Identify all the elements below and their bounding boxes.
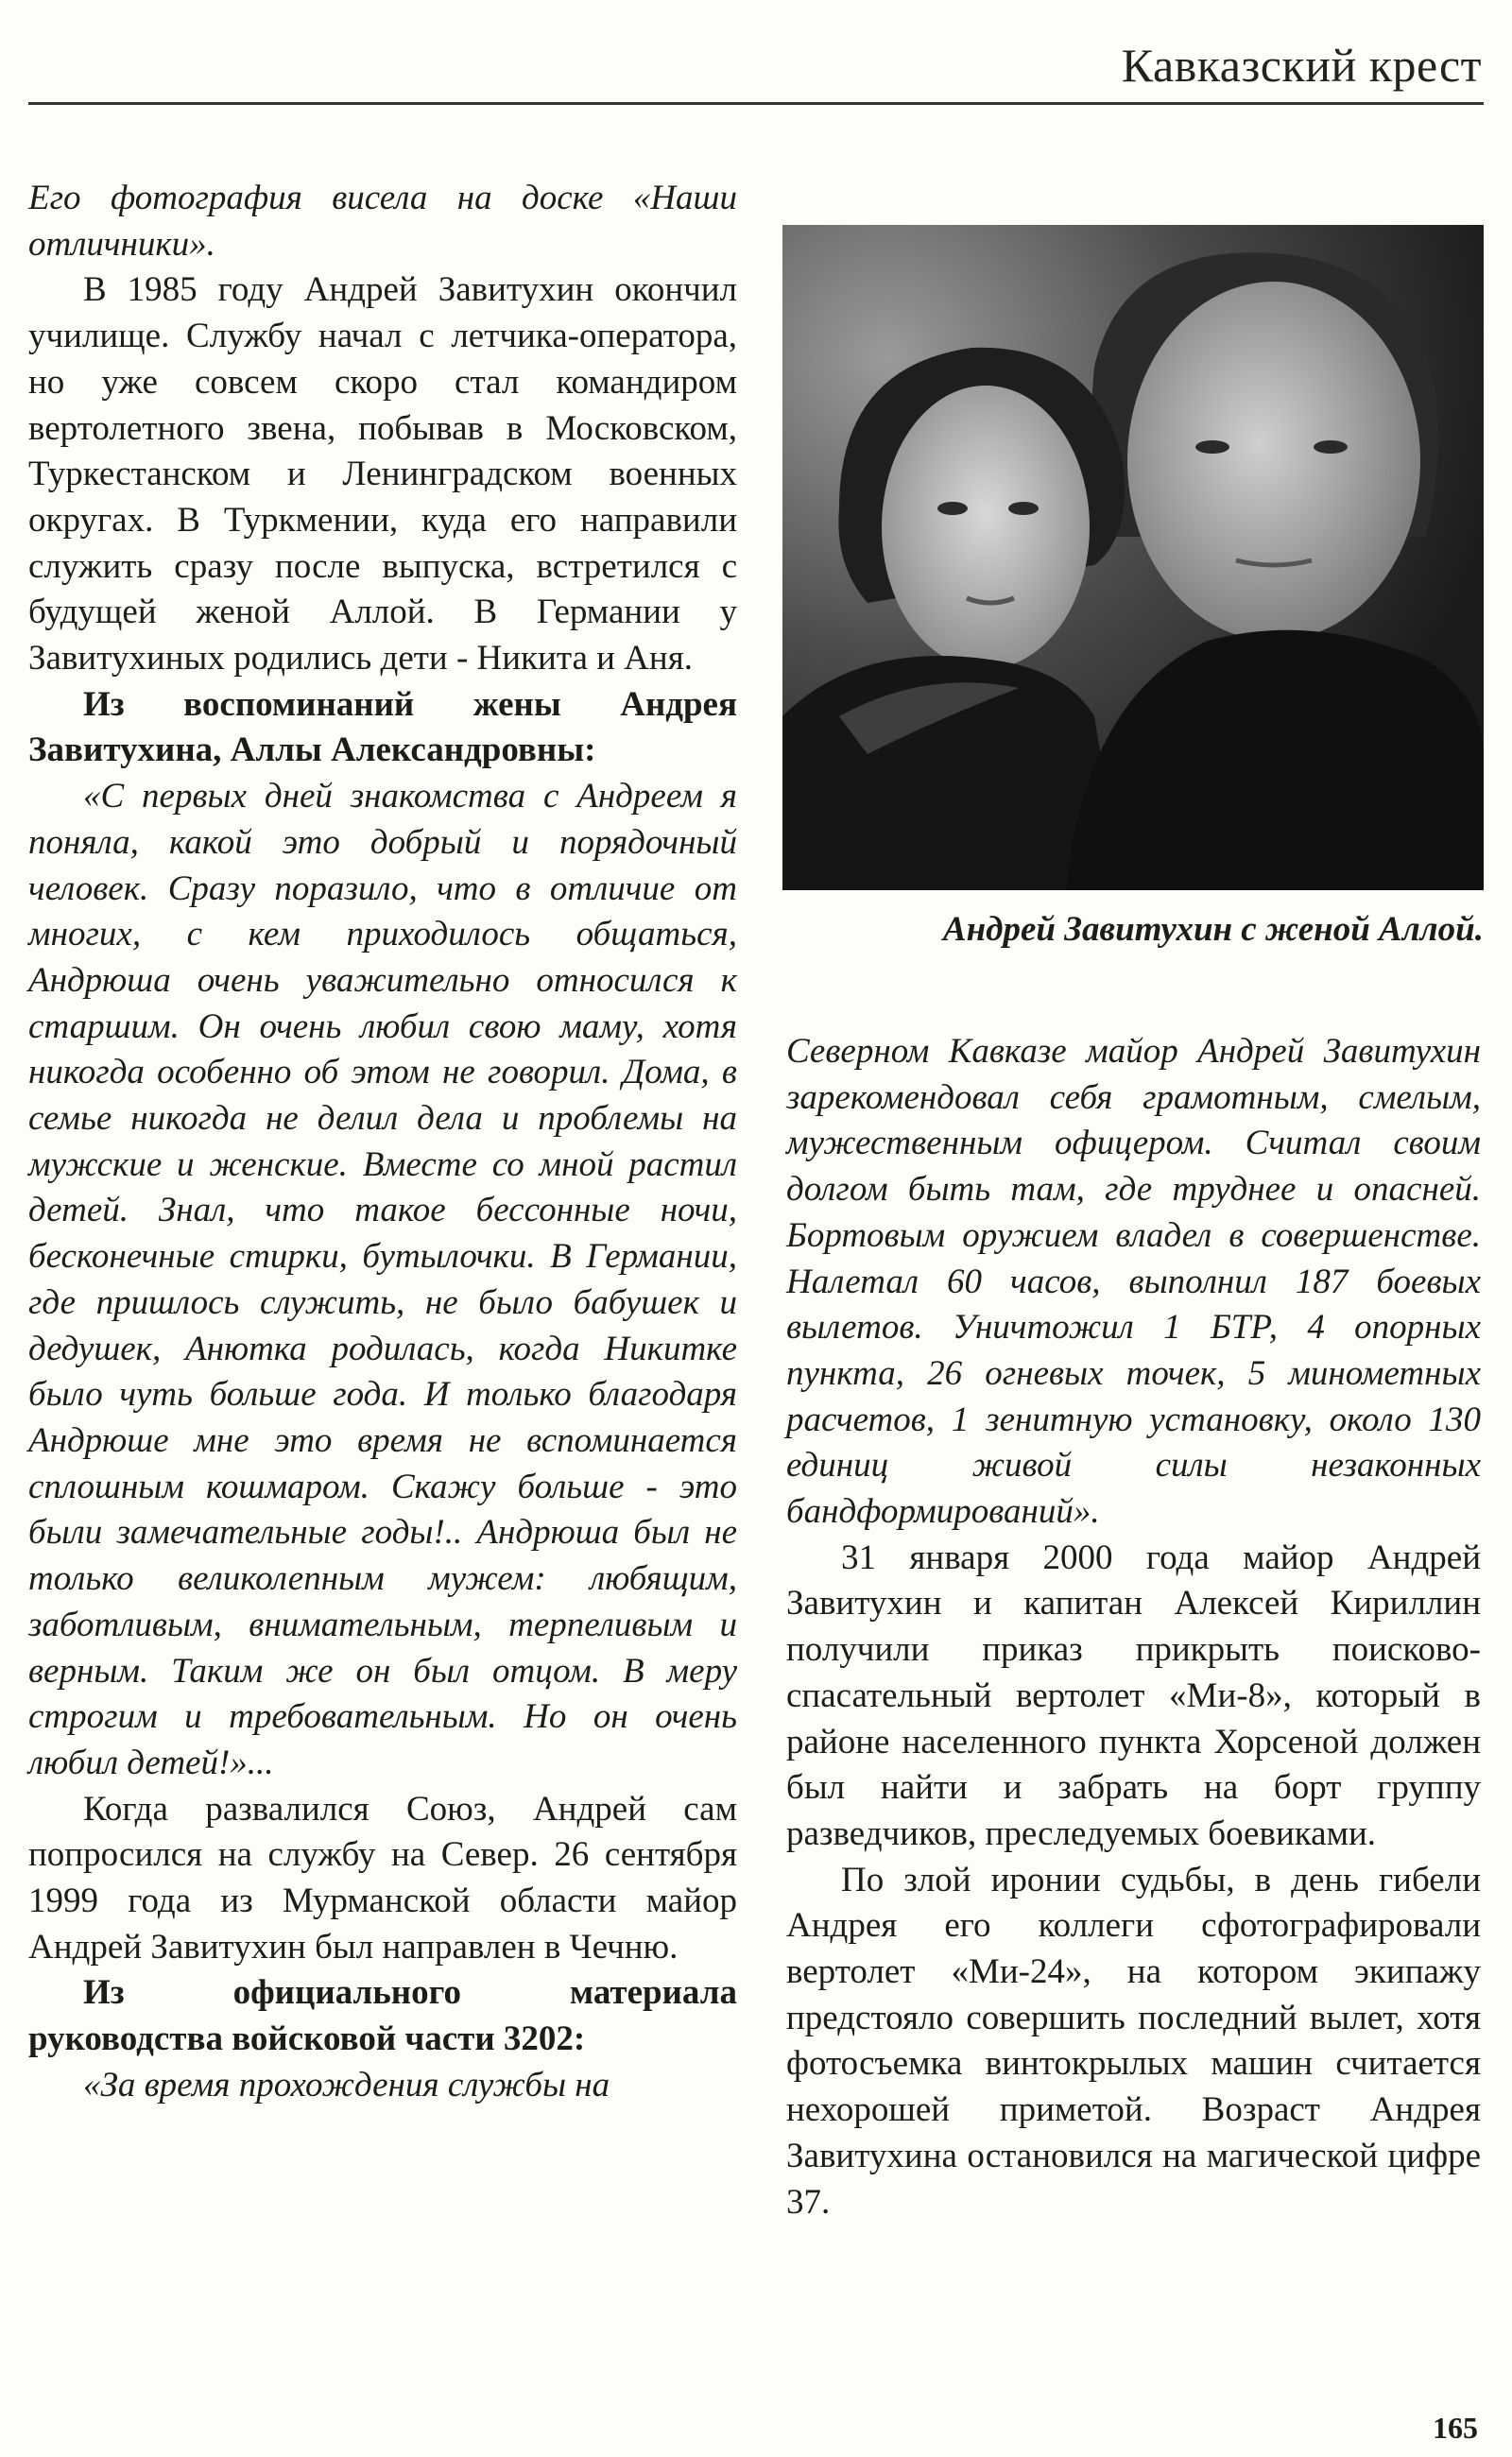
heading-official-material: Из официального материала руководства войсковой части 3202: [28, 1973, 737, 2059]
quote-official-continued: Северном Кавказе майор Андрей Завитухин зарекомендовал себя грамотным, смелым, мужественным офицером. Считал своим долгом быть там, где труднее и опасней. Бортовым оружием владел в совершенстве. Налетал 60 часов, выполнил 187 боевых вылетов. Уничтожил 1 БТР, 4 опорных пункта, 26 огневых точек, 5 минометных расчетов, 1 зенитную установку, около 130 единиц живой силы незаконных бандформирований». [786, 1032, 1481, 1532]
running-header-title: Кавказский крест [1121, 39, 1482, 92]
couple-photo-image [782, 225, 1484, 890]
paragraph-irony-of-fate: По злой иронии судьбы, в день гибели Андрея его коллеги сфотографировали вертолет «Ми-24», на котором экипажу предстояло совершить последний вылет, хотя фотосъемка винтокрылых машин считается нехорошей приметой. Возраст Андрея Завитухина остановился на магической цифре 37. [786, 1860, 1481, 2222]
paragraph-last-mission: 31 января 2000 года майор Андрей Завитухин и капитан Алексей Кириллин получили приказ прикрыть поисково-спасательный вертолет «Ми-8», который в районе населенного пункта Хорсеной должен был найти и забрать на борт группу разведчиков, преследуемых боевиками. [786, 1538, 1481, 1853]
paragraph-biography: В 1985 году Андрей Завитухин окончил училище. Службу начал с летчика-оператора, но уже совсем скоро стал командиром вертолетного звена, побывав в Московском, Туркестанском и Ленинградском военных округах. В Туркмении, куда его направили служить сразу после выпуска, встретился с будущей женой Аллой. В Германии у Завитухиных родились дети - Никита и Аня. [28, 270, 737, 679]
couple-photo [782, 225, 1484, 890]
header-rule [28, 102, 1484, 105]
quote-official-start: «За время прохождения службы на [83, 2065, 610, 2105]
quote-wife-memories: «С первых дней знакомства с Андреем я поняла, какой это добрый и порядочный человек. Сразу поразило, что в отличие от многих, с кем приходилось общаться, Андрюша очень уважительно относился к старшим. Он очень любил свою маму, хотя никогда особенно об этом не говорил. Дома, в семье никогда не делил дела и проблемы на мужские и женские. Вместе со мной растил детей. Знал, что такое бессонные ночи, бесконечные стирки, бутылочки. В Германии, где пришлось служить, не было бабушек и дедушек, Анютка родилась, когда Никитке было чуть больше года. И только благодаря Андрюше мне это время не вспоминается сплошным кошмаром. Скажу больше - это были замечательные годы!.. Андрюша был не только великолепным мужем: любящим, заботливым, внимательным, терпеливым и верным. Таким же он был отцом. В меру строгим и требовательным. Но он очень любил детей!»... [28, 777, 737, 1782]
photo-caption: Андрей Завитухин с женой Аллой. [942, 910, 1484, 949]
paragraph-honor-board: Его фотография висела на доске «Наши отличники». [28, 179, 737, 264]
paragraph-chechnya: Когда развалился Союз, Андрей сам попросился на службу на Север. 26 сентября 1999 года из Мурманской области майор Андрей Завитухин был направлен в Чечню. [28, 1789, 737, 1967]
page-number: 165 [1433, 2411, 1478, 2445]
left-column [28, 176, 737, 2109]
heading-wife-memories: Из воспоминаний жены Андрея Завитухина, Аллы Александровны: [28, 684, 737, 770]
right-column [786, 1029, 1481, 2225]
